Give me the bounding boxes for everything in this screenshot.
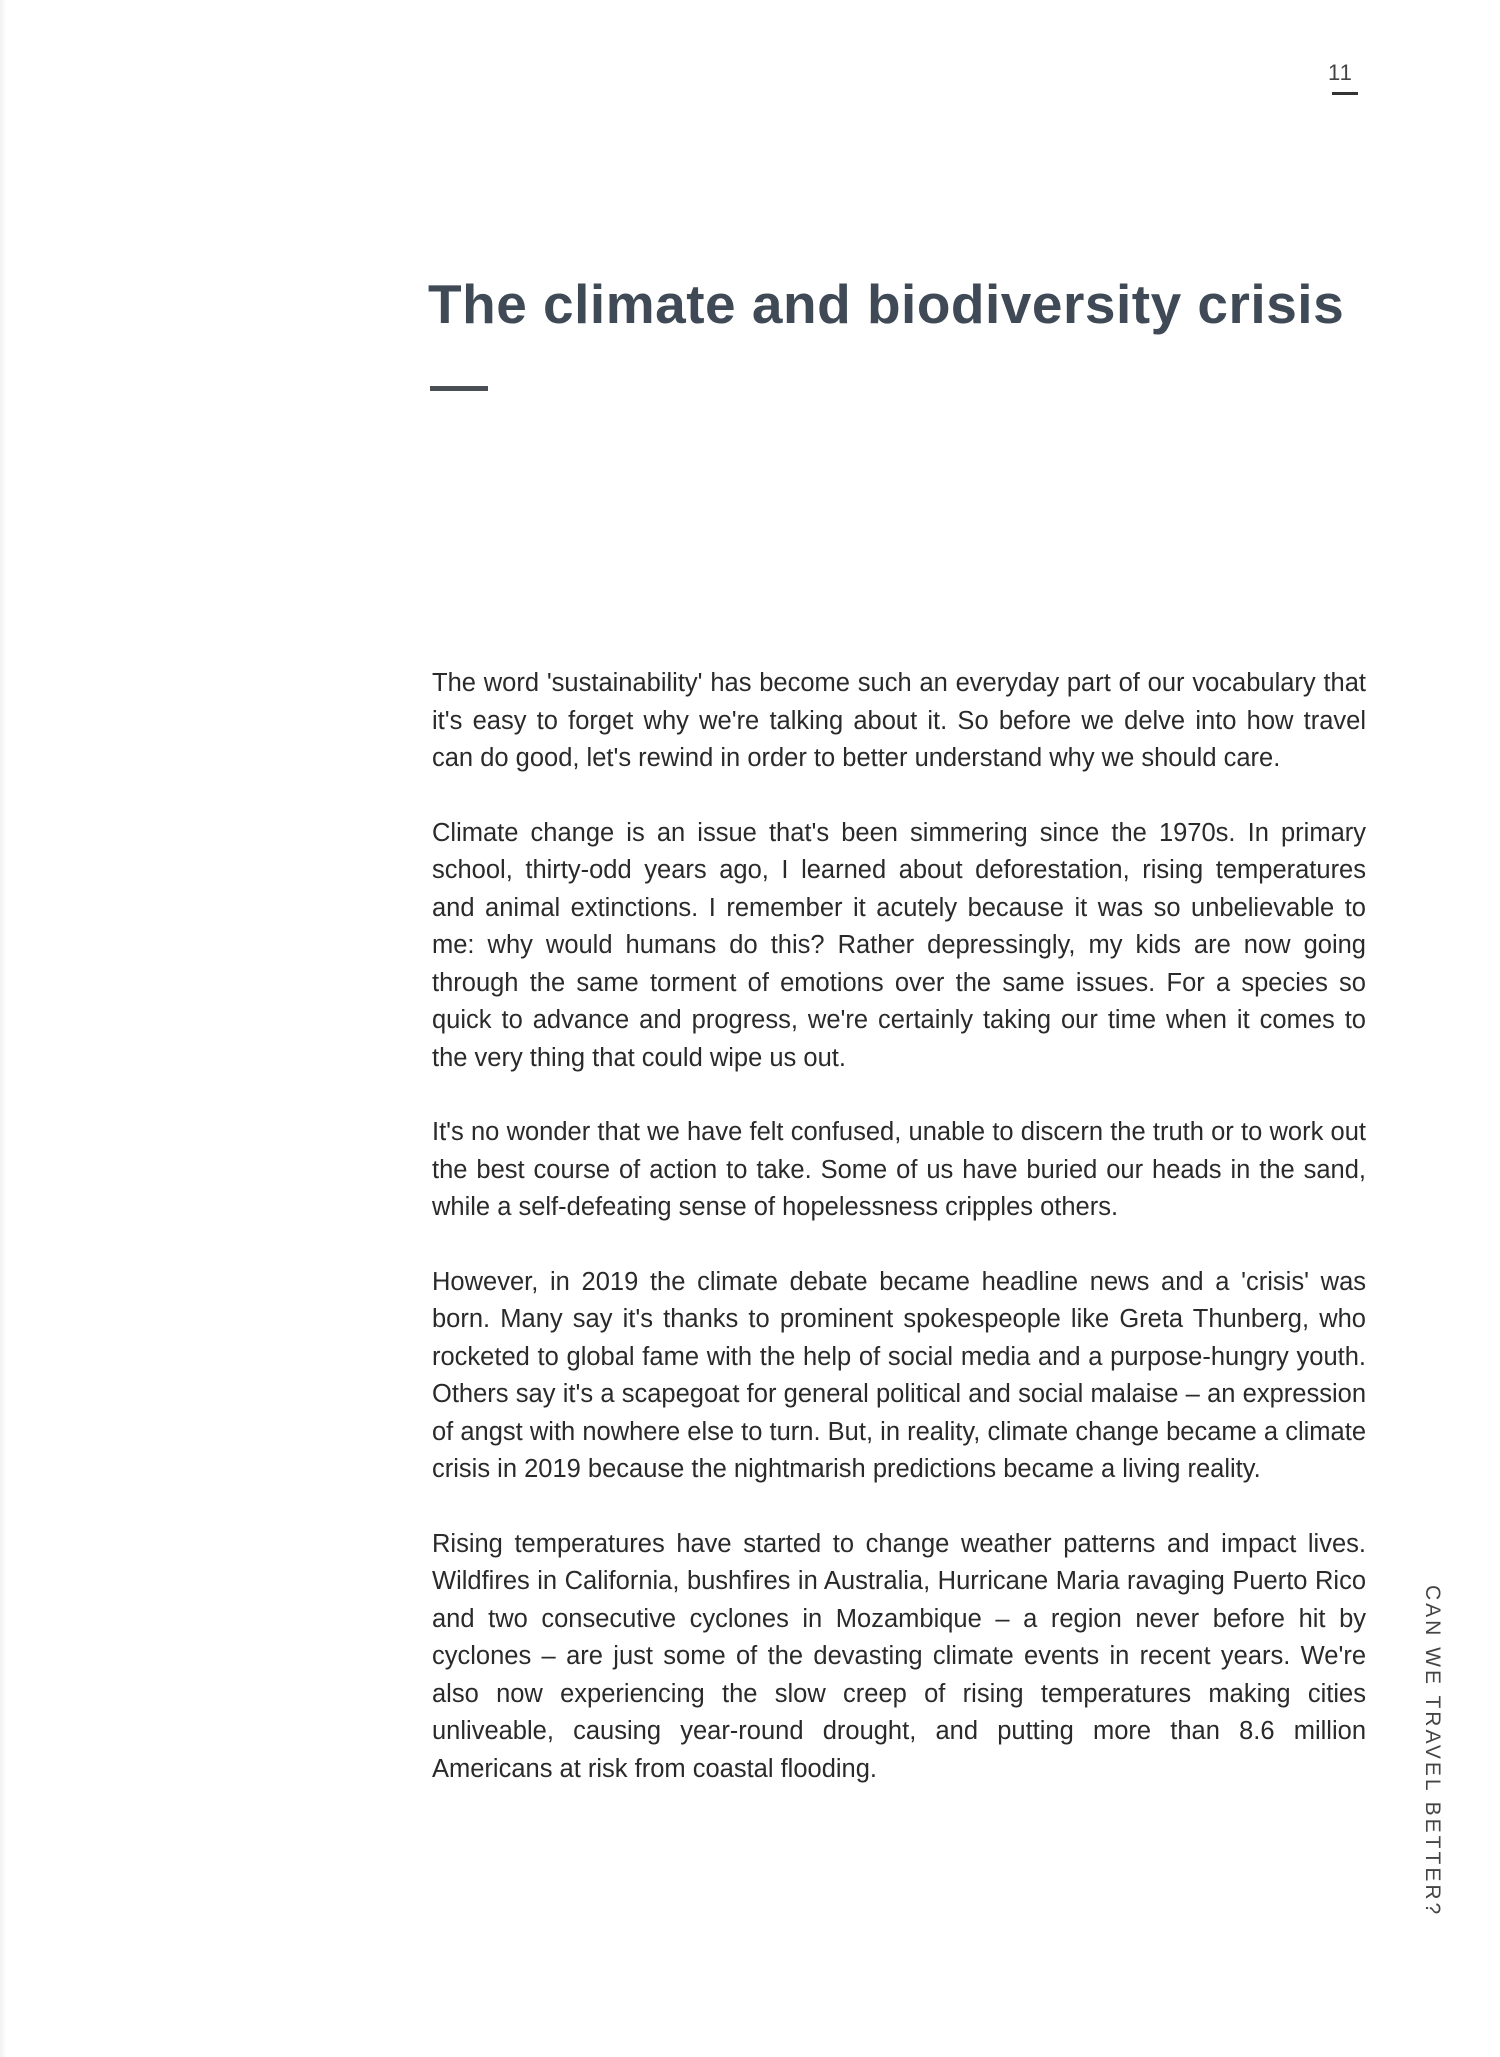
paragraph: Climate change is an issue that's been simmering since the 1970s. In primary school, thirty-odd years ago, I learned about deforestation, rising temperatures and animal extinctions. I remember it acutely because it was so unbelievable to me: why would humans do this? Rather depressingly, my kids are now going through the same torment of emotions over the same issues. For a species so quick to advance and progress, we're certainly taking our time when it comes to the very thing that could wipe us out. bbox=[432, 818, 1366, 1072]
paragraph: It's no wonder that we have felt confused, unable to discern the truth or to work out the best course of action to take. Some of us have buried our heads in the sand, while a self-defeating sense of hopelessness cripples others. bbox=[432, 1118, 1366, 1221]
paragraph: However, in 2019 the climate debate became headline news and a 'crisis' was born. Many say it's thanks to prominent spokespeople like Greta Thunberg, who rocketed to global fame with the help of social media and a purpose-hungry youth. Others say it's a scapegoat for general political and social malaise – an expression of angst with nowhere else to turn. But, in reality, climate change became a climate crisis in 2019 because the nightmarish predictions became a living reality. bbox=[432, 1267, 1366, 1483]
paragraph: Rising temperatures have started to change weather patterns and impact lives. Wildfires in California, bushfires in Australia, Hurricane Maria ravaging Puerto Rico and two consecutive cyclones in Mozambique – a region never before hit by cyclones – are just some of the devasting climate events in recent years. We're also now experiencing the slow creep of rising temperatures making cities unliveable, causing year-round drought, and putting more than 8.6 million Americans at risk from coastal flooding. bbox=[432, 1529, 1366, 1783]
page-number-underline bbox=[1332, 92, 1358, 95]
chapter-title: The climate and biodiversity crisis bbox=[428, 273, 1345, 335]
body-text bbox=[432, 665, 1366, 1825]
paragraph: The word 'sustainability' has become such an everyday part of our vocabulary that it's easy to forget why we're talking about it. So before we delve into how travel can do good, let's rewind in order to better understand why we should care. bbox=[432, 669, 1366, 772]
running-head: CAN WE TRAVEL BETTER? bbox=[1421, 1585, 1444, 1918]
page-number: 11 bbox=[1328, 60, 1353, 85]
page-edge-shadow bbox=[0, 0, 6, 2057]
title-divider bbox=[430, 386, 488, 391]
